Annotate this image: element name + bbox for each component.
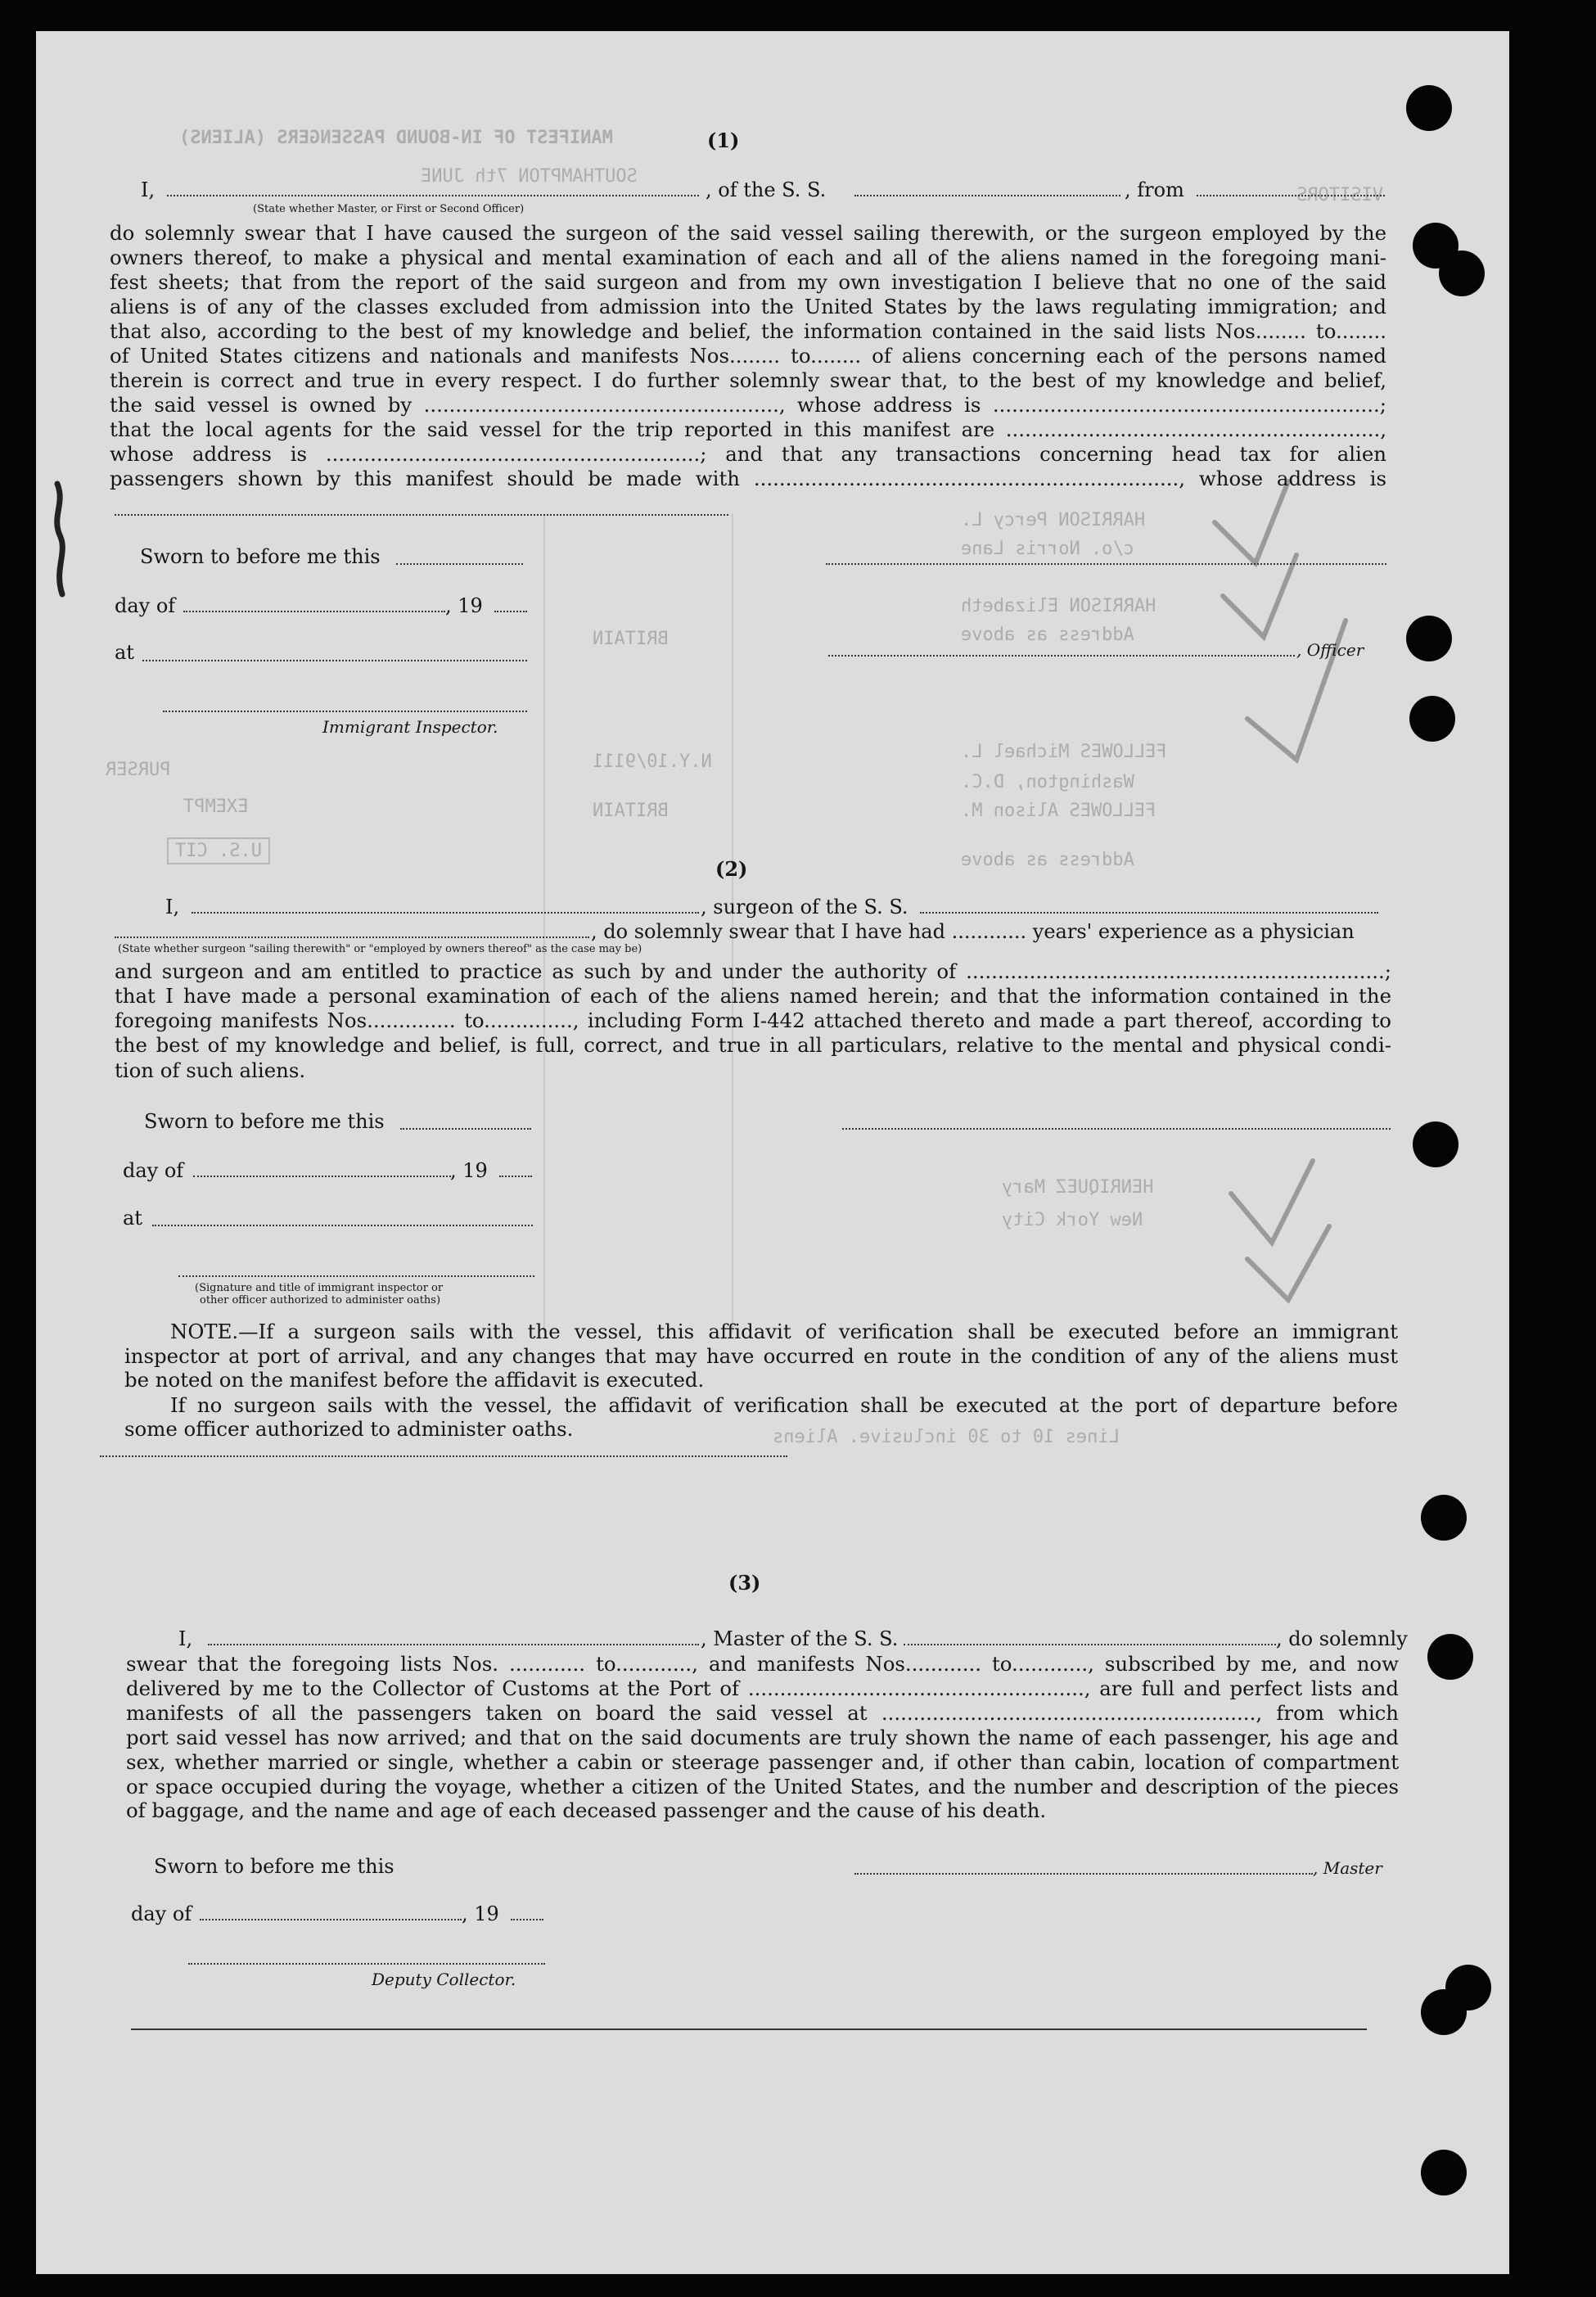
s3-month-field[interactable] (200, 1919, 462, 1920)
s1-of-ss-label: , of the S. S. (706, 178, 827, 201)
s1-sworn-day-field[interactable] (396, 563, 523, 565)
s1-body-line: that the local agents for the said vessel for the trip reported in this manifest are ..........................................................., (110, 417, 1386, 441)
s1-year-label: , 19 (445, 594, 483, 617)
s3-year-field[interactable] (511, 1919, 543, 1920)
s1-i-label: I, (141, 178, 156, 201)
s1-officer-field[interactable] (167, 195, 699, 196)
ghost-name: FELLOWES Alison M. (961, 801, 1156, 821)
ghost-visitors: VISITORS (1296, 185, 1383, 205)
s1-body-line: owners thereof, to make a physical and mental examination of each and all of the aliens named in the foregoing mani- (110, 246, 1386, 269)
s3-body-line: or space occupied during the voyage, whether a citizen of the United States, and the number and description of the pieces (126, 1775, 1399, 1798)
s1-body-line: do solemnly swear that I have caused the surgeon of the said vessel sailing therewith, or the surgeon employed by the (110, 221, 1386, 245)
s2-note-line: inspector at port of arrival, and any changes that may have occurred en route in the condition of any of the aliens must (124, 1344, 1398, 1368)
s1-inspector-line[interactable] (163, 711, 527, 712)
s2-inspector-line[interactable] (178, 1275, 534, 1277)
s2-signature-line[interactable] (842, 1128, 1391, 1130)
s2-surgeon-name-field[interactable] (192, 912, 699, 914)
s2-note2-last: some officer authorized to administer oaths. (124, 1417, 574, 1441)
ghost-name: Address as above (961, 625, 1134, 645)
s1-at-label: at (115, 641, 134, 664)
s2-body-last: tion of such aliens. (115, 1058, 306, 1082)
ghost-code: BRITAIN (593, 801, 669, 821)
ghost-name: Washington, D.C. (961, 772, 1134, 792)
s1-month-field[interactable] (183, 611, 445, 612)
punch-hole (1421, 2150, 1467, 2195)
s3-day-of-label: day of (131, 1902, 192, 1925)
s1-place-field[interactable] (142, 660, 527, 661)
section-3-number: (3) (728, 1571, 761, 1595)
s3-body-last: of baggage, and the name and age of each deceased passenger and the cause of his death. (126, 1798, 1047, 1822)
ghost-code: N.Y.10/9111 (593, 751, 712, 772)
s2-sworn-label: Sworn to before me this (144, 1110, 385, 1133)
s1-sworn-label: Sworn to before me this (140, 545, 381, 568)
ink-mark (47, 480, 72, 602)
s3-i-label: I, (178, 1627, 193, 1650)
s3-year-label: , 19 (462, 1902, 499, 1925)
s1-inspector-label: Immigrant Inspector. (322, 717, 498, 737)
ghost-code: EXEMPT (183, 797, 249, 817)
s3-deputy-label: Deputy Collector. (372, 1970, 516, 1989)
s2-year-label: , 19 (450, 1159, 488, 1182)
ghost-name: FELLOWES Michael L. (961, 742, 1167, 762)
punch-hole (1427, 1634, 1473, 1680)
punch-hole (1409, 696, 1455, 742)
s2-body-line: and surgeon and am entitled to practice as such by and under the authority of ..................................................................; (115, 959, 1391, 983)
s3-master-label: , Master (1313, 1858, 1382, 1878)
punch-hole (1413, 1121, 1458, 1167)
s1-officer-line[interactable] (828, 655, 1295, 657)
s2-sig-caption: (Signature and title of immigrant inspector or (195, 1282, 444, 1294)
punch-hole (1406, 616, 1452, 661)
punch-hole (1445, 1965, 1491, 2010)
s1-day-of-label: day of (115, 594, 176, 617)
s3-signature-line[interactable] (854, 1873, 1313, 1875)
s2-year-field[interactable] (499, 1176, 532, 1177)
s3-vessel-field[interactable] (904, 1644, 1276, 1645)
s1-from-field[interactable] (1197, 195, 1385, 196)
s1-officer-caption: (State whether Master, or First or Second Officer) (253, 203, 525, 215)
s1-address-field[interactable] (115, 514, 728, 516)
s2-surgeon-type-field[interactable] (115, 936, 589, 938)
section-2-number: (2) (715, 857, 748, 881)
s2-body-line: that I have made a personal examination of each of the aliens named herein; and that the information contained in the (115, 984, 1391, 1008)
bottom-rule (131, 2028, 1367, 2030)
ghost-name: Lines 10 to 30 inclusive. Aliens (773, 1427, 1120, 1447)
s3-body-line: sex, whether married or single, whether a cabin or steerage passenger and, if other than cabin, location of compartment (126, 1750, 1399, 1774)
s1-vessel-field[interactable] (854, 195, 1120, 196)
s2-body-line: the best of my knowledge and belief, is full, correct, and true in all particulars, relative to the mental and physical condi- (115, 1033, 1391, 1057)
ghost-code: BRITAIN (593, 629, 669, 649)
s3-master-of-label: , Master of the S. S. (701, 1627, 899, 1650)
s2-surgeon-caption: (State whether surgeon "sailing therewith" or "employed by owners thereof" as the case may be) (118, 943, 642, 955)
s1-body-line: aliens is of any of the classes excluded from admission into the United States by the laws regulating immigration; and (110, 295, 1386, 318)
ghost-checkmarks (1198, 473, 1411, 1423)
s1-body-line: passengers shown by this manifest should be made with ..................................................................., whose address is (110, 467, 1386, 490)
ghost-stamp: U.S. CIT (167, 837, 270, 864)
punch-hole (1406, 85, 1452, 131)
s2-at-label: at (123, 1207, 142, 1230)
s2-vessel-field[interactable] (920, 912, 1378, 914)
manifest-verification-page (36, 31, 1509, 2274)
s1-body-line: whose address is ...........................................................; and that any transactions concerning head tax for alien (110, 442, 1386, 466)
ghost-code: PURSER (106, 760, 171, 780)
ghost-port: SOUTHAMPTON 7th JUNE (421, 166, 638, 187)
ghost-column-rule (543, 514, 545, 1333)
s1-year-field[interactable] (494, 611, 527, 612)
s2-surgeon-of-label: , surgeon of the S. S. (701, 896, 908, 918)
s1-body-line: of United States citizens and nationals and manifests Nos........ to........ of aliens concerning each of the persons named (110, 344, 1386, 368)
s3-deputy-line[interactable] (188, 1963, 545, 1965)
s2-day-of-label: day of (123, 1159, 184, 1182)
s3-master-name-field[interactable] (208, 1644, 699, 1645)
ghost-name: Address as above (961, 850, 1134, 870)
ghost-name: HARRISON Elizabeth (961, 596, 1156, 616)
s1-body-line: that also, according to the best of my knowledge and belief, the information contained in the said lists Nos........ to........ (110, 319, 1386, 343)
s2-sig-caption: other officer authorized to administer oaths) (200, 1294, 441, 1306)
s3-sworn-label: Sworn to before me this (154, 1855, 394, 1878)
ghost-name: New York City (1002, 1210, 1143, 1230)
s1-body-line: therein is correct and true in every respect. I do further solemnly swear that, to the best of my knowledge and belief, (110, 368, 1386, 392)
s2-note-last: be noted on the manifest before the affidavit is executed. (124, 1368, 705, 1392)
s3-body-line: swear that the foregoing lists Nos. ............ to............, and manifests Nos............ to............, subscribed by me, and now (126, 1652, 1399, 1676)
s2-i-label: I, (165, 896, 180, 918)
section-1-number: (1) (707, 129, 740, 152)
s3-body-line: delivered by me to the Collector of Customs at the Port of ....................................................., are full and perfect lists and (126, 1676, 1399, 1700)
ghost-name: c/o. Norris Lane (961, 539, 1134, 559)
s2-sworn-day-field[interactable] (400, 1128, 531, 1130)
s2-place-field[interactable] (152, 1225, 533, 1226)
s1-officer-label: , Officer (1296, 640, 1364, 660)
s3-solemnly-label: , do solemnly (1276, 1627, 1408, 1650)
punch-hole (1421, 1495, 1467, 1541)
s2-swear-line: , do solemnly swear that I have had ............ years' experience as a physician (591, 920, 1355, 943)
s2-note-line: NOTE.—If a surgeon sails with the vessel, this affidavit of verification shall be executed before an immigrant (170, 1320, 1398, 1343)
s3-body-line: manifests of all the passengers taken on board the said vessel at ..........................................................., from which (126, 1701, 1399, 1725)
s1-signature-line[interactable] (826, 563, 1386, 565)
s1-body-line: the said vessel is owned by ........................................................, whose address is .............................................................; (110, 393, 1386, 417)
s2-body-line: foregoing manifests Nos.............. to.............., including Form I-442 attached thereto and made a part thereof, according to (115, 1009, 1391, 1032)
ghost-header: MANIFEST OF IN-BOUND PASSENGERS (ALIENS) (179, 128, 613, 148)
s2-month-field[interactable] (193, 1176, 451, 1177)
s1-from-label: , from (1125, 178, 1184, 201)
ghost-name: HENRIQUEZ Mary (1002, 1177, 1154, 1198)
punch-hole (1439, 250, 1485, 296)
s3-body-line: port said vessel has now arrived; and that on the said documents are truly shown the name of each passenger, his age and (126, 1726, 1399, 1749)
s2-note2-line: If no surgeon sails with the vessel, the affidavit of verification shall be executed at the port of departure before (170, 1393, 1398, 1417)
s1-body-line: fest sheets; that from the report of the said surgeon and from my own investigation I believe that no one of the said (110, 270, 1386, 294)
ghost-name: HARRISON Percy L. (961, 510, 1146, 530)
s2-separator (100, 1455, 787, 1457)
